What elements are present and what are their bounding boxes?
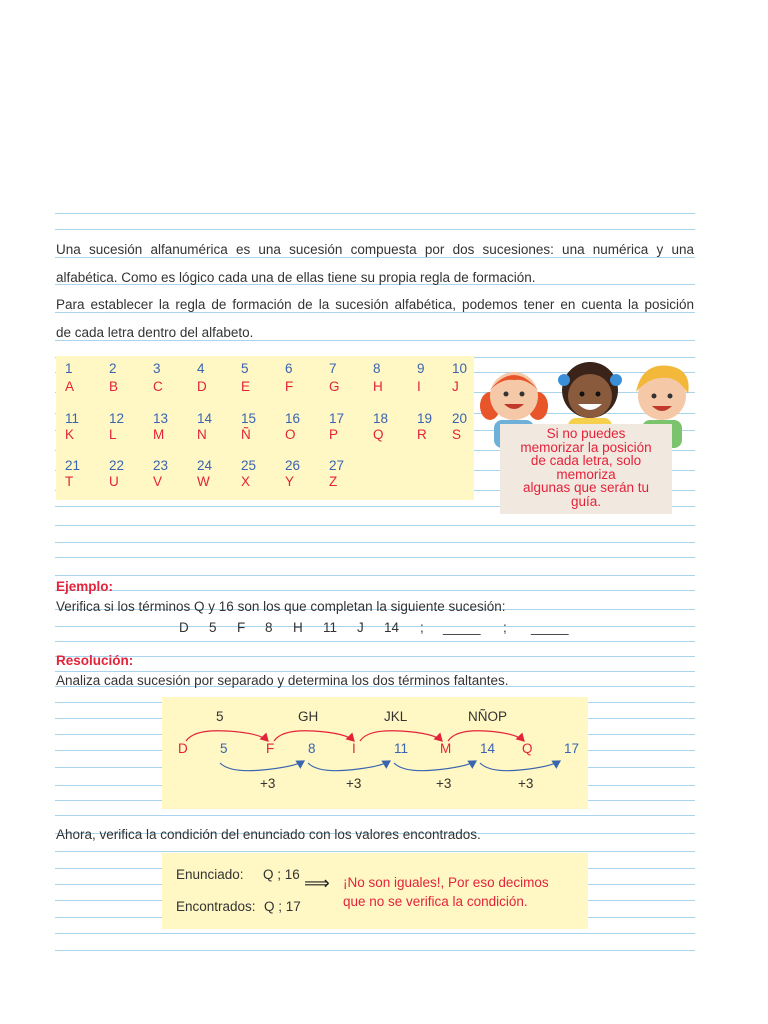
alphabet-letter: U — [109, 474, 119, 489]
alphabet-letter: R — [417, 427, 427, 442]
tip-line-2: memorizar la posición — [520, 439, 652, 455]
alphabet-letter: D — [197, 379, 207, 394]
tip-line-5: algunas que serán tu — [522, 480, 650, 495]
alphabet-letter: K — [65, 427, 75, 442]
increment-label: +3 — [260, 776, 276, 791]
tip-note — [500, 424, 672, 514]
conclusion-line-1: ¡No son iguales!, Por eso decimos — [343, 875, 549, 890]
alphabet-position: 23 — [153, 458, 169, 473]
alphabet-position: 15 — [241, 411, 257, 426]
alphabet-letter: P — [329, 427, 339, 442]
verification-box — [162, 853, 588, 929]
alphabet-position: 5 — [241, 361, 249, 376]
alphabet-letter: T — [65, 474, 74, 489]
alphabet-letter: Y — [285, 474, 295, 489]
alphabet-letter: O — [285, 427, 296, 442]
sequence-term: ; — [420, 620, 424, 635]
alphabet-position: 17 — [329, 411, 345, 426]
skipped-terms-label: NÑOP — [468, 709, 508, 724]
alphabet-letter: E — [241, 379, 251, 394]
found-value: Q ; 17 — [264, 899, 301, 914]
diagram-number: 5 — [220, 741, 228, 756]
example-heading: Ejemplo: — [56, 579, 114, 594]
alphabet-position: 25 — [241, 458, 257, 473]
alphabet-letter: I — [417, 379, 421, 394]
alphabet-letter: L — [109, 427, 117, 442]
alphabet-letter: Z — [329, 474, 338, 489]
increment-label: +3 — [436, 776, 452, 791]
diagram-letter: M — [440, 741, 452, 756]
sequence-term: H — [293, 620, 303, 635]
alphabet-position: 8 — [373, 361, 381, 376]
diagram-number: 8 — [308, 741, 316, 756]
alphabet-position: 7 — [329, 361, 337, 376]
alphabet-letter: F — [285, 379, 294, 394]
alphabet-position: 3 — [153, 361, 161, 376]
alphabet-position: 20 — [452, 411, 468, 426]
alphabet-position: 4 — [197, 361, 205, 376]
alphabet-position: 19 — [417, 411, 433, 426]
tip-line-6: guía. — [570, 493, 602, 509]
alphabet-letter: X — [241, 474, 251, 489]
implies-arrow-icon: ⟹ — [304, 873, 330, 893]
sequence-term: J — [357, 620, 364, 635]
intro-paragraph-1-line-2: alfabética. Como es lógico cada una de ellas tiene su propia regla de formación. — [56, 270, 536, 285]
intro-paragraph-2-line-1: Para establecer la regla de formación de la sucesión alfabética, podemos tener en cuenta la posición — [56, 297, 694, 312]
alphabet-position: 11 — [65, 411, 80, 426]
letter-step-arrow — [360, 731, 442, 741]
diagram-letter: Q — [522, 741, 533, 756]
letter-step-arrow — [186, 731, 268, 741]
number-step-arrow — [308, 761, 390, 771]
alphabet-letter: Ñ — [241, 427, 251, 442]
found-label: Encontrados: — [176, 899, 256, 914]
example-statement: Verifica si los términos Q y 16 son los que completan la siguiente sucesión: — [56, 599, 506, 614]
alphabet-letter: M — [153, 427, 165, 442]
alphabet-position: 9 — [417, 361, 425, 376]
letter-step-arrow — [274, 731, 354, 741]
sequence-term: 14 — [384, 620, 400, 635]
sequence-term: F — [237, 620, 246, 635]
stated-label: Enunciado: — [176, 867, 244, 882]
increment-label: +3 — [518, 776, 534, 791]
resolution-heading: Resolución: — [56, 653, 134, 668]
alphabet-letter: S — [452, 427, 462, 442]
number-step-arrow — [394, 761, 476, 771]
diagram-number: 11 — [394, 741, 409, 756]
alphabet-letter: N — [197, 427, 207, 442]
alphabet-position: 18 — [373, 411, 389, 426]
sequence-term: 8 — [265, 620, 273, 635]
alphabet-letter: B — [109, 379, 119, 394]
alphabet-position: 24 — [197, 458, 213, 473]
letter-step-arrow — [448, 731, 524, 741]
alphabet-position: 21 — [65, 458, 81, 473]
resolution-statement: Analiza cada sucesión por separado y determina los dos términos faltantes. — [56, 673, 509, 688]
alphabet-position: 6 — [285, 361, 293, 376]
alphabet-position: 13 — [153, 411, 169, 426]
alphabet-letter: V — [153, 474, 163, 489]
diagram-number: 14 — [480, 741, 496, 756]
increment-label: +3 — [346, 776, 362, 791]
number-step-arrow — [480, 761, 560, 771]
skipped-terms-label: 5 — [216, 709, 224, 724]
tip-line-1: Si no puedes — [546, 426, 626, 441]
sequence-term: D — [179, 620, 189, 635]
diagram-letter: I — [352, 741, 356, 756]
alphabet-table — [56, 356, 474, 500]
number-step-arrow — [220, 761, 304, 771]
alphabet-letter: C — [153, 379, 163, 394]
conclusion-line-2: que no se verifica la condición. — [343, 894, 528, 909]
sequence-term: 5 — [209, 620, 217, 635]
alphabet-position: 2 — [109, 361, 117, 376]
skipped-terms-label: GH — [298, 709, 319, 724]
sequence-term: 11 — [323, 620, 338, 635]
skipped-terms-label: JKL — [384, 709, 408, 724]
alphabet-position: 22 — [109, 458, 125, 473]
sequence-diagram — [162, 697, 588, 809]
sequence-term: ; — [503, 620, 507, 635]
intro-paragraph-2-line-2: de cada letra dentro del alfabeto. — [56, 325, 254, 340]
alphabet-letter: J — [452, 379, 459, 394]
alphabet-letter: A — [65, 379, 75, 394]
intro-paragraph-1-line-1: Una sucesión alfanumérica es una sucesión compuesta por dos sucesiones: una numérica y una — [56, 242, 694, 257]
alphabet-position: 26 — [285, 458, 301, 473]
alphabet-position: 16 — [285, 411, 301, 426]
stated-value: Q ; 16 — [263, 867, 300, 882]
alphabet-position: 10 — [452, 361, 468, 376]
alphabet-position: 27 — [329, 458, 345, 473]
sequence-term: _____ — [531, 620, 569, 635]
sequence-term: _____ — [443, 620, 481, 635]
alphabet-letter: H — [373, 379, 383, 394]
diagram-letter: F — [266, 741, 275, 756]
alphabet-letter: W — [197, 474, 210, 489]
verify-statement: Ahora, verifica la condición del enunciado con los valores encontrados. — [56, 827, 481, 842]
alphabet-letter: Q — [373, 427, 384, 442]
alphabet-position: 12 — [109, 411, 125, 426]
diagram-number: 17 — [564, 741, 580, 756]
alphabet-letter: G — [329, 379, 340, 394]
diagram-letter: D — [178, 741, 188, 756]
tip-line-4: memoriza — [556, 466, 616, 482]
tip-line-3: de cada letra, solo — [530, 453, 642, 468]
alphabet-position: 14 — [197, 411, 213, 426]
alphabet-position: 1 — [65, 361, 73, 376]
